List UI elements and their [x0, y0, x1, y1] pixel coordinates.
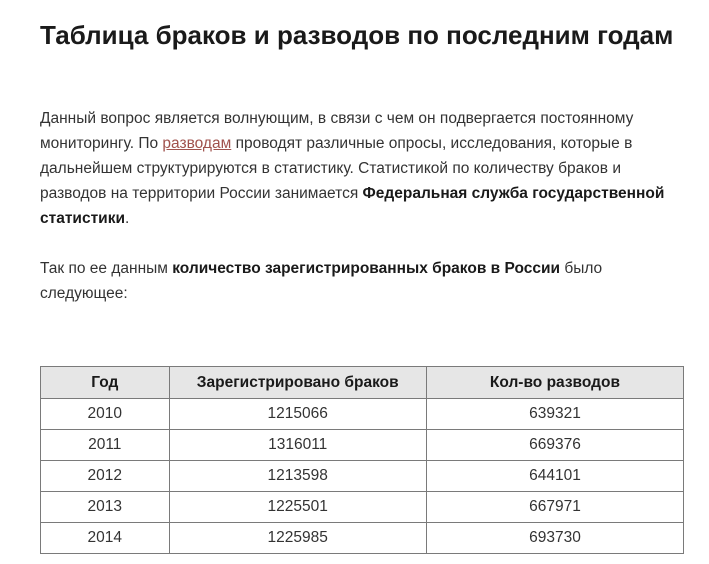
cell-year: 2010 — [41, 399, 170, 430]
cell-divorces: 639321 — [426, 399, 683, 430]
divorces-link[interactable]: разводам — [162, 135, 232, 152]
intro-text-end: . — [124, 210, 130, 227]
cell-marriages: 1215066 — [169, 399, 426, 430]
cell-divorces: 667971 — [426, 492, 683, 523]
marriages-count-phrase: количество зарегистрированных браков в России — [172, 260, 561, 277]
cell-year: 2014 — [41, 523, 170, 554]
cell-year: 2013 — [41, 492, 170, 523]
rosstat-name: Федеральная служба государственной статистики — [40, 185, 665, 227]
data-intro-paragraph — [40, 256, 685, 306]
header-divorces: Кол-во разводов — [426, 367, 683, 399]
data-intro-start: Так по ее данным — [40, 260, 173, 277]
marriages-divorces-table — [40, 366, 684, 554]
cell-marriages: 1316011 — [169, 430, 426, 461]
cell-year: 2012 — [41, 461, 170, 492]
intro-paragraph — [40, 106, 685, 231]
table-row — [41, 492, 684, 523]
page-title: Таблица браков и разводов по последним годам — [40, 20, 674, 50]
table-row — [41, 399, 684, 430]
table-row — [41, 430, 684, 461]
article — [40, 0, 685, 306]
cell-marriages: 1225501 — [169, 492, 426, 523]
cell-divorces: 669376 — [426, 430, 683, 461]
header-year: Год — [41, 367, 170, 399]
header-marriages: Зарегистрировано браков — [169, 367, 426, 399]
intro-text-middle: проводят различные опросы, исследования, которые в дальнейшем структурируются в статистику. Статистикой по количеству браков и разводов на территории России занимается — [40, 135, 633, 202]
cell-divorces: 644101 — [426, 461, 683, 492]
cell-year: 2011 — [41, 430, 170, 461]
data-intro-end: было следующее: — [40, 260, 603, 302]
table-row — [41, 461, 684, 492]
intro-text-start: Данный вопрос является волнующим, в связи с чем он подвергается постоянному мониторингу. По — [40, 110, 634, 152]
table-header-row — [41, 367, 684, 399]
cell-marriages: 1213598 — [169, 461, 426, 492]
cell-divorces: 693730 — [426, 523, 683, 554]
table-row — [41, 523, 684, 554]
cell-marriages: 1225985 — [169, 523, 426, 554]
